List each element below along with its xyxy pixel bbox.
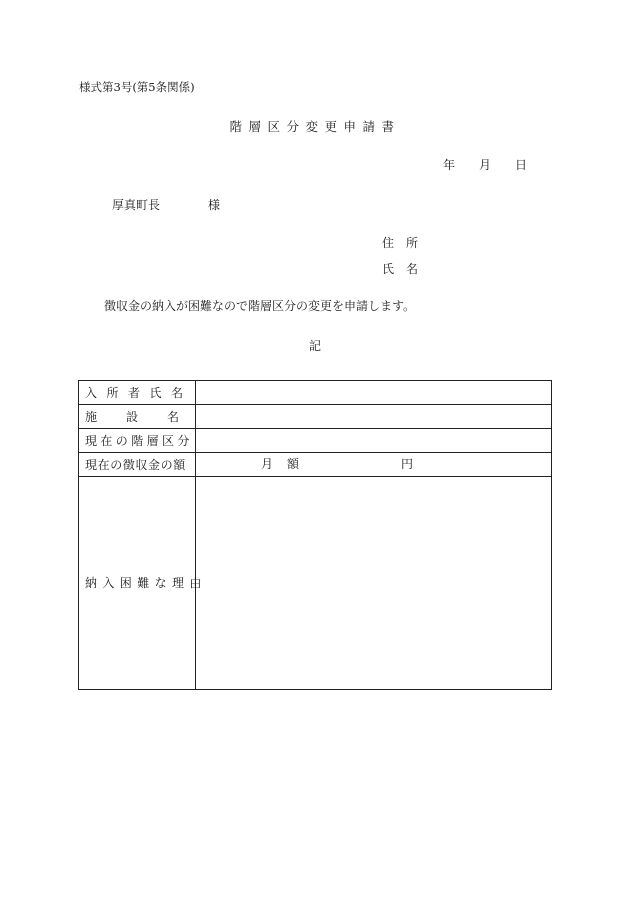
table-row	[79, 453, 552, 477]
document-title: 階層区分変更申請書	[229, 119, 401, 134]
addressee	[112, 199, 220, 211]
resident-name-field[interactable]	[196, 381, 552, 405]
reason-field[interactable]	[196, 477, 552, 690]
yen-label: 円	[401, 457, 414, 471]
date-day-label: 日	[515, 158, 528, 172]
date-year-label: 年	[443, 158, 456, 172]
application-table	[78, 380, 552, 690]
current-fee-field[interactable]	[196, 453, 552, 477]
facility-name-field[interactable]	[196, 405, 552, 429]
date-month-label: 月	[479, 158, 492, 172]
monthly-label-2: 額	[287, 457, 300, 471]
date-line	[443, 159, 527, 171]
table-row	[79, 477, 552, 690]
applicant-name-label: 氏 名	[382, 262, 419, 276]
ki-heading: 記	[308, 339, 321, 353]
current-level-label: 現在の階層区分	[79, 429, 196, 453]
addressee-honorific: 様	[208, 198, 221, 212]
current-fee-label: 現在の徴収金の額	[79, 453, 196, 477]
body-text: 徴収金の納入が困難なので階層区分の変更を申請します。	[104, 299, 416, 313]
table-row	[79, 381, 552, 405]
table-row	[79, 405, 552, 429]
table-row	[79, 429, 552, 453]
form-number: 様式第3号(第5条関係)	[79, 80, 195, 94]
reason-label: 納入困難な理由	[79, 477, 196, 690]
applicant-address-label: 住 所	[382, 236, 419, 250]
resident-name-label: 入所者氏名	[79, 381, 196, 405]
monthly-label-1: 月	[261, 457, 274, 471]
current-level-field[interactable]	[196, 429, 552, 453]
facility-name-label: 施 設 名	[79, 405, 196, 429]
addressee-name: 厚真町長	[112, 198, 161, 212]
